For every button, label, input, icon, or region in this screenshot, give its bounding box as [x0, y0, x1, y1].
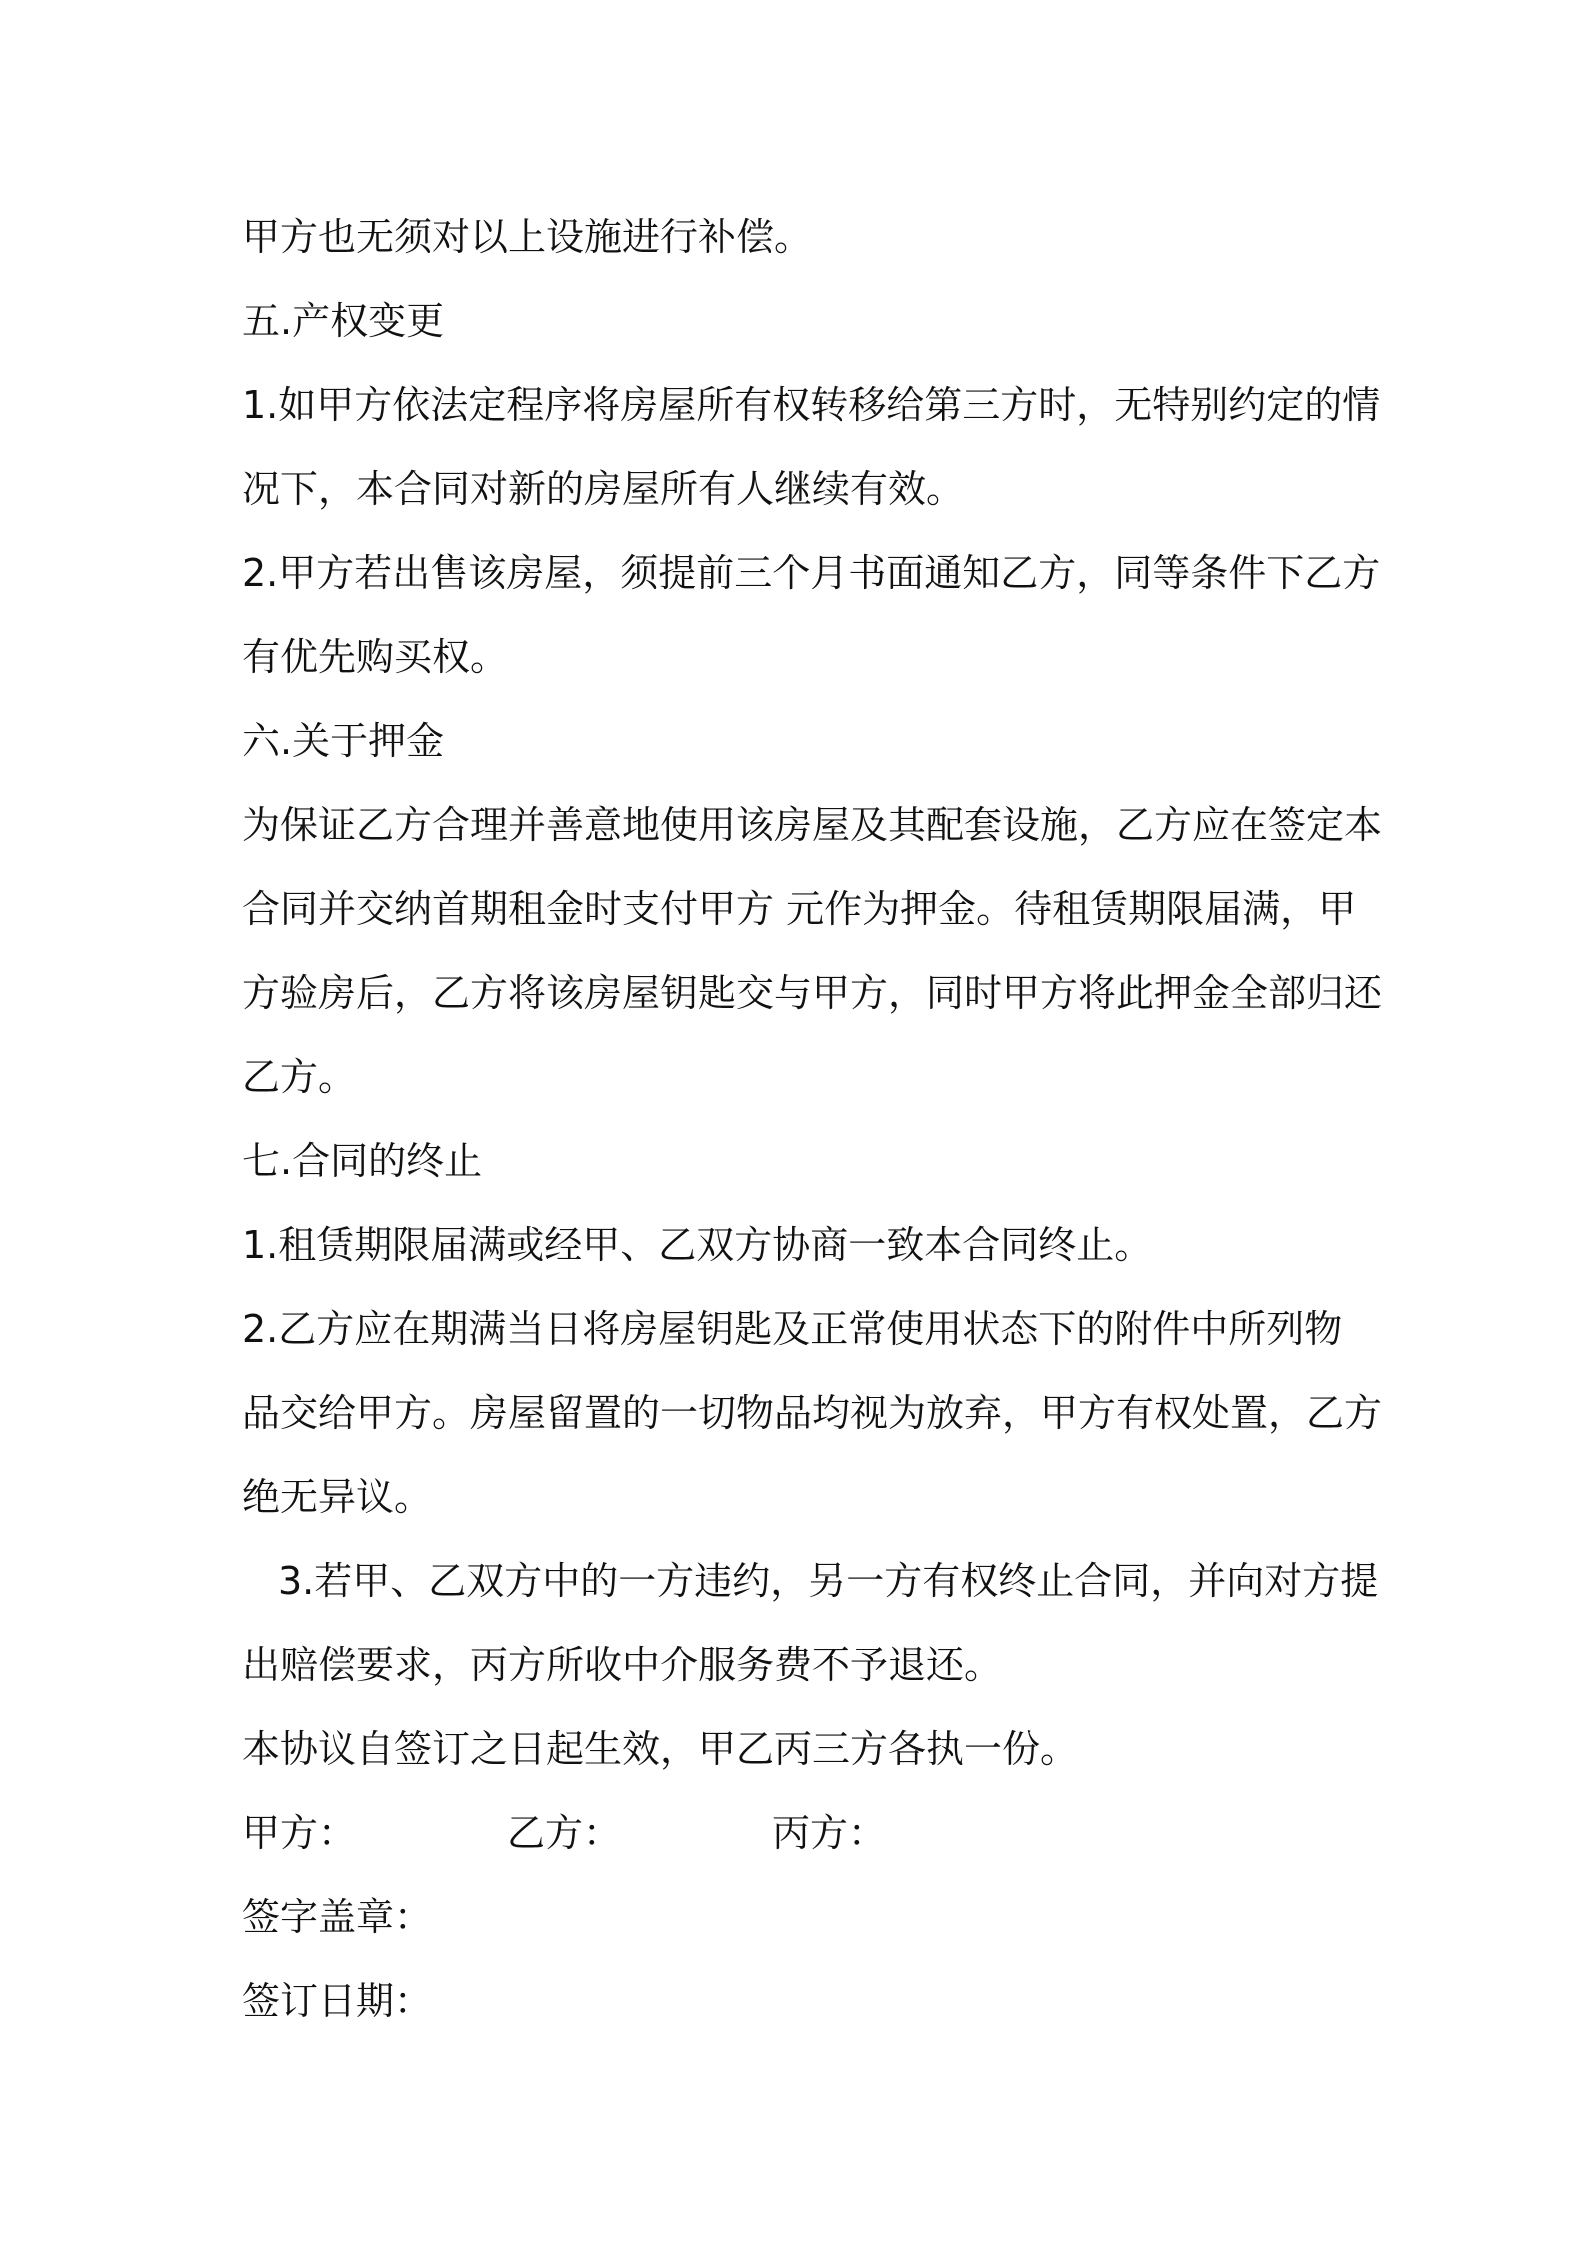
section-heading-termination: 七.合同的终止 — [242, 1139, 483, 1183]
paragraph-line: 出赔偿要求，丙方所收中介服务费不予退还。 — [242, 1643, 1003, 1687]
document-body — [242, 195, 1383, 2043]
effective-clause: 本协议自签订之日起生效，甲乙丙三方各执一份。 — [242, 1727, 1079, 1771]
paragraph-line: 方验房后，乙方将该房屋钥匙交与甲方，同时甲方将此押金全部归还 — [242, 971, 1383, 1015]
paragraph-line: 为保证乙方合理并善意地使用该房屋及其配套设施，乙方应在签定本 — [242, 803, 1383, 847]
party-c-label: 丙方： — [772, 1811, 887, 1855]
party-a-label: 甲方： — [242, 1811, 357, 1855]
paragraph-line: 2.乙方应在期满当日将房屋钥匙及正常使用状态下的附件中所列物 — [242, 1307, 1343, 1351]
paragraph-line: 3.若甲、乙双方中的一方违约，另一方有权终止合同，并向对方提 — [278, 1559, 1379, 1603]
paragraph-line: 2.甲方若出售该房屋，须提前三个月书面通知乙方，同等条件下乙方 — [242, 551, 1381, 595]
paragraph-line: 绝无异议。 — [242, 1475, 433, 1519]
paragraph-line: 乙方。 — [242, 1055, 357, 1099]
paragraph-line: 甲方也无须对以上设施进行补偿。 — [242, 215, 813, 259]
section-heading-deposit: 六.关于押金 — [242, 719, 445, 763]
party-b-label: 乙方： — [507, 1811, 622, 1855]
paragraph-line: 有优先购买权。 — [242, 635, 509, 679]
signing-date-label: 签订日期： — [242, 1979, 433, 2023]
section-heading-property-change: 五.产权变更 — [242, 299, 445, 343]
paragraph-line: 品交给甲方。房屋留置的一切物品均视为放弃，甲方有权处置，乙方 — [242, 1391, 1383, 1435]
paragraph-line: 合同并交纳首期租金时支付甲方 元作为押金。待租赁期限届满，甲 — [242, 887, 1357, 931]
paragraph-line: 1.如甲方依法定程序将房屋所有权转移给第三方时，无特别约定的情 — [242, 383, 1381, 427]
paragraph-line: 况下，本合同对新的房屋所有人继续有效。 — [242, 467, 965, 511]
signature-parties-row — [242, 1791, 1362, 1875]
paragraph-line: 1.租赁期限届满或经甲、乙双方协商一致本合同终止。 — [242, 1223, 1153, 1267]
signature-seal-label: 签字盖章： — [242, 1895, 433, 1939]
